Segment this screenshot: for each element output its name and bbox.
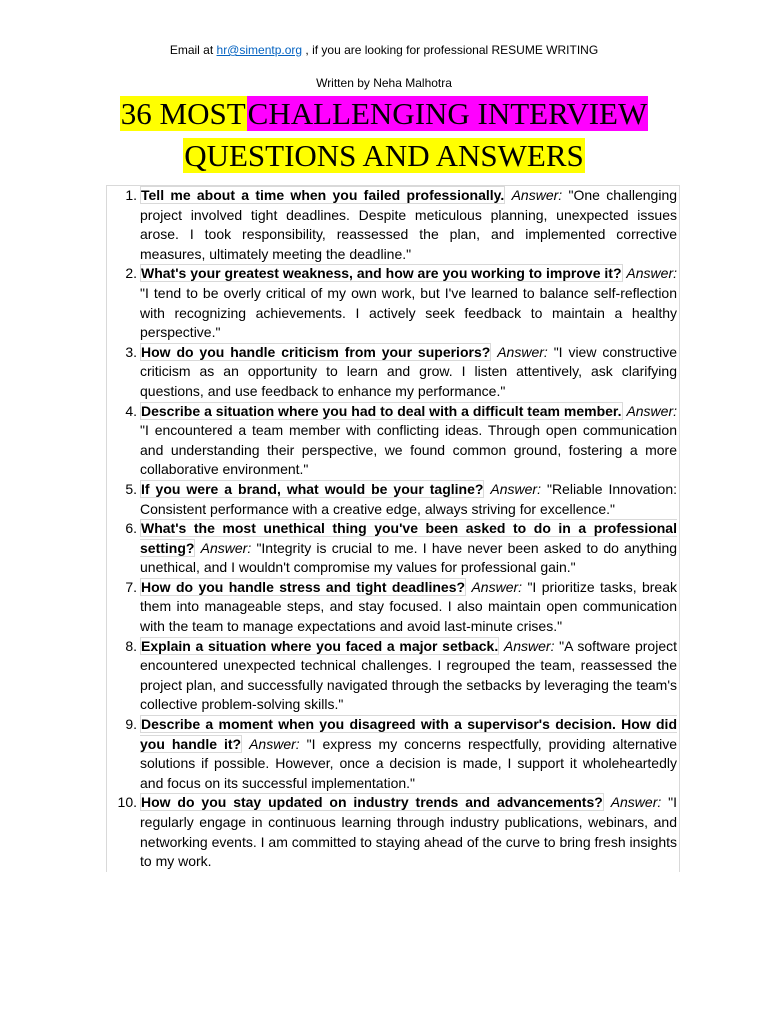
- question-text: Describe a situation where you had to deal with a difficult team member.: [141, 402, 622, 419]
- answer-text: "I tend to be overly critical of my own work, but I've learned to balance self-reflection with recognizing achievements. I actively seek feedback to maintain a healthy perspective.": [140, 284, 677, 341]
- answer-label: Answer:: [503, 637, 555, 654]
- answer-label: Answer:: [200, 539, 252, 556]
- page-title: [0, 93, 768, 177]
- answer-text: "I prioritize tasks, break them into manageable steps, and stay focused. I also maintain open communication with the team to manage expectations and avoid last-minute crises.": [140, 578, 678, 635]
- answer-label: Answer:: [490, 480, 541, 497]
- list-item: [107, 637, 679, 715]
- list-item: [107, 519, 679, 578]
- list-item: [107, 343, 679, 402]
- answer-text: "One challenging project involved tight deadlines. Despite meticulous planning, unexpected issues arose. I took responsibility, reassessed the plan, and implemented corrective measures, ultimately meeting the deadline.": [140, 187, 678, 262]
- answer-text: "Integrity is crucial to me. I have never been asked to do anything unethical, and I wouldn't compromise my values for professional gain.": [140, 539, 678, 576]
- question-text: If you were a brand, what would be your tagline?: [141, 480, 484, 497]
- qa-list: [106, 185, 680, 872]
- email-promo-line: [0, 42, 768, 58]
- email-link[interactable]: hr@simentp.org: [216, 43, 303, 57]
- item-number: 6.: [125, 520, 137, 537]
- question-text: How do you handle stress and tight deadlines?: [141, 578, 466, 595]
- answer-text: "I express my concerns respectfully, providing alternative solutions if possible. However, once a decision is made, I support it wholeheartedly and focus on its successful implementation.": [140, 735, 678, 791]
- title-part-1: 36 MOST: [120, 96, 246, 131]
- answer-text: "I encountered a team member with conflicting ideas. Through open communication and understanding their perspective, we found common ground, fostering a more collaborative environment.": [140, 422, 677, 478]
- question-text: How do you handle criticism from your superiors?: [141, 343, 491, 360]
- answer-label: Answer:: [626, 402, 678, 419]
- list-item: [107, 715, 679, 793]
- answer-label: Answer:: [610, 794, 662, 811]
- item-number: 1.: [125, 187, 137, 203]
- item-number: 5.: [125, 480, 137, 497]
- list-item: [107, 186, 679, 264]
- item-number: 3.: [125, 343, 137, 360]
- email-suffix: , if you are looking for professional RESUME WRITING: [305, 43, 599, 57]
- author-line: Written by Neha Malhotra: [316, 76, 452, 90]
- item-number: 9.: [125, 716, 137, 733]
- answer-label: Answer:: [471, 578, 523, 595]
- title-part-3: QUESTIONS AND ANSWERS: [184, 138, 584, 173]
- list-item: [107, 402, 679, 480]
- list-item: [107, 793, 679, 871]
- item-number: 4.: [125, 402, 137, 419]
- list-item: [107, 578, 679, 637]
- item-number: 10.: [117, 794, 137, 811]
- answer-text: "A software project encountered unexpected technical challenges. I regrouped the team, reassessed the project plan, and successfully navigated through the setbacks by leveraging the team's collective problem-solving skills.": [140, 637, 677, 713]
- answer-label: Answer:: [626, 265, 677, 282]
- question-text: Describe a moment when you disagreed with a supervisor's decision. How did you handle it?: [140, 716, 677, 752]
- item-number: 8.: [125, 637, 137, 654]
- list-item: [107, 264, 679, 342]
- answer-text: "I view constructive criticism as an opportunity to learn and grow. I listen attentively, ask clarifying questions, and use feedback to enhance my performance.": [140, 343, 678, 399]
- answer-label: Answer:: [497, 343, 548, 360]
- email-prefix: Email at: [169, 43, 214, 57]
- answer-label: Answer:: [249, 735, 300, 752]
- item-number: 2.: [125, 265, 137, 282]
- question-text: What's the most unethical thing you've been asked to do in a professional setting?: [140, 520, 677, 556]
- question-text: Tell me about a time when you failed professionally.: [141, 187, 505, 203]
- answer-text: "Reliable Innovation: Consistent performance with a creative edge, always striving for excellence.": [140, 480, 678, 517]
- question-text: Explain a situation where you faced a major setback.: [141, 637, 499, 654]
- question-text: What's your greatest weakness, and how are you working to improve it?: [141, 265, 622, 282]
- item-number: 7.: [125, 578, 137, 595]
- answer-label: Answer:: [511, 187, 563, 203]
- list-item: [107, 480, 679, 519]
- answer-text: "I regularly engage in continuous learning through industry publications, webinars, and networking events. I am committed to staying ahead of the curve to bring fresh insights to my work.: [140, 794, 678, 870]
- question-text: How do you stay updated on industry trends and advancements?: [141, 794, 603, 811]
- title-part-2: CHALLENGING INTERVIEW: [247, 96, 648, 131]
